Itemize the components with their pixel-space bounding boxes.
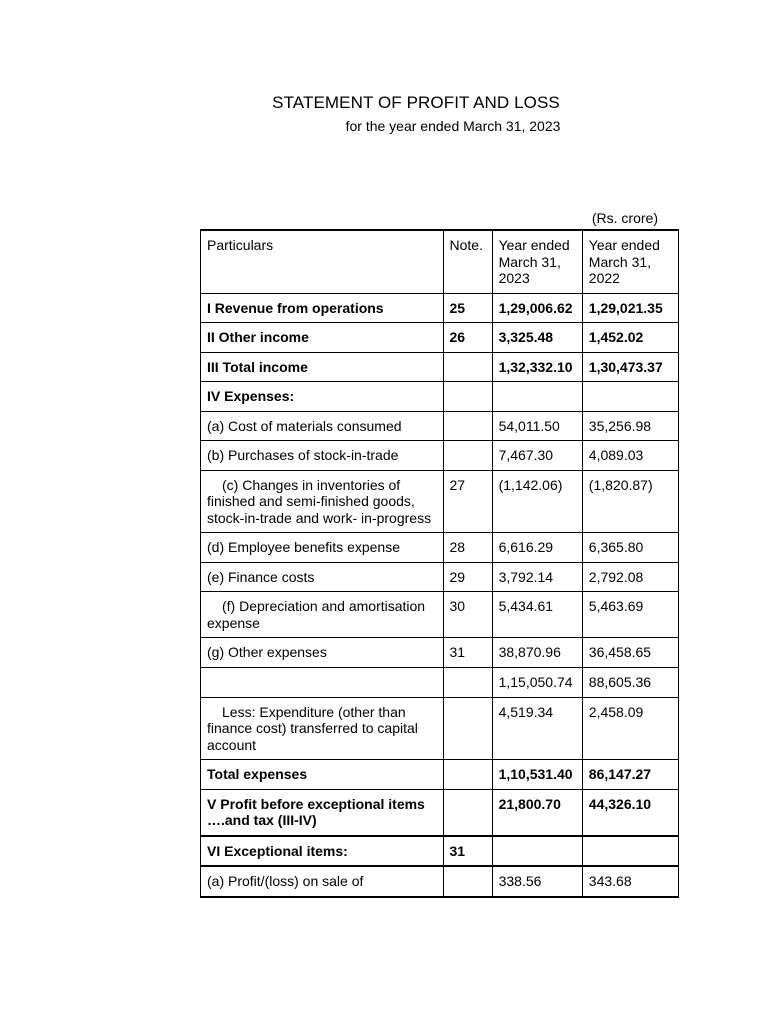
table-row — [201, 789, 679, 836]
row-label: I Revenue from operations — [201, 293, 444, 323]
row-fy2022: 2,458.09 — [582, 697, 678, 760]
row-note: 26 — [443, 323, 492, 353]
row-note — [443, 760, 492, 790]
row-fy2023: 21,800.70 — [492, 789, 582, 836]
profit-loss-table — [200, 229, 679, 898]
row-label: (g) Other expenses — [201, 638, 444, 668]
row-label-text: (f) Depreciation and amortisation expense — [207, 598, 426, 631]
row-fy2022: 86,147.27 — [582, 760, 678, 790]
row-label: VI Exceptional items: — [201, 836, 444, 867]
row-label — [201, 592, 444, 638]
row-label: (a) Cost of materials consumed — [201, 411, 444, 441]
row-note: 31 — [443, 638, 492, 668]
header-fy2023: Year ended March 31, 2023 — [492, 230, 582, 293]
table-row — [201, 697, 679, 760]
row-note — [443, 441, 492, 471]
table-row — [201, 866, 679, 897]
row-label — [201, 667, 444, 697]
row-label: III Total income — [201, 352, 444, 382]
table-row — [201, 638, 679, 668]
row-fy2022 — [582, 382, 678, 412]
row-note — [443, 382, 492, 412]
row-note: 28 — [443, 533, 492, 563]
row-fy2023: 3,792.14 — [492, 562, 582, 592]
table-row — [201, 533, 679, 563]
row-fy2023: 1,15,050.74 — [492, 667, 582, 697]
table-header-row — [201, 230, 679, 293]
row-fy2022: (1,820.87) — [582, 470, 678, 533]
row-fy2023: 6,616.29 — [492, 533, 582, 563]
table-row — [201, 562, 679, 592]
table-row — [201, 760, 679, 790]
row-fy2022: 343.68 — [582, 866, 678, 897]
row-fy2023: 1,32,332.10 — [492, 352, 582, 382]
row-note: 27 — [443, 470, 492, 533]
row-label-text: Less: Expenditure (other than finance cost) transferred to capital account — [207, 703, 418, 753]
table-row — [201, 836, 679, 867]
row-label: Total expenses — [201, 760, 444, 790]
table-row — [201, 667, 679, 697]
row-fy2023: 7,467.30 — [492, 441, 582, 471]
row-fy2023 — [492, 836, 582, 867]
row-note: 30 — [443, 592, 492, 638]
table-row — [201, 441, 679, 471]
row-fy2023: 54,011.50 — [492, 411, 582, 441]
table-row — [201, 323, 679, 353]
row-fy2023 — [492, 382, 582, 412]
row-fy2023: (1,142.06) — [492, 470, 582, 533]
row-fy2023: 4,519.34 — [492, 697, 582, 760]
row-note — [443, 411, 492, 441]
statement-title: STATEMENT OF PROFIT AND LOSS — [272, 93, 560, 112]
row-fy2022: 1,452.02 — [582, 323, 678, 353]
table-row — [201, 592, 679, 638]
table-row — [201, 293, 679, 323]
row-fy2022: 6,365.80 — [582, 533, 678, 563]
row-fy2023: 1,10,531.40 — [492, 760, 582, 790]
row-label: (d) Employee benefits expense — [201, 533, 444, 563]
row-fy2023: 38,870.96 — [492, 638, 582, 668]
table-row — [201, 470, 679, 533]
row-note — [443, 667, 492, 697]
header-fy2022: Year ended March 31, 2022 — [582, 230, 678, 293]
row-label — [201, 697, 444, 760]
row-fy2023: 5,434.61 — [492, 592, 582, 638]
row-label: (e) Finance costs — [201, 562, 444, 592]
row-note: 31 — [443, 836, 492, 867]
row-note: 29 — [443, 562, 492, 592]
row-label — [201, 470, 444, 533]
row-fy2022: 5,463.69 — [582, 592, 678, 638]
statement-subtitle: for the year ended March 31, 2023 — [345, 118, 561, 134]
row-fy2022: 44,326.10 — [582, 789, 678, 836]
row-fy2023: 3,325.48 — [492, 323, 582, 353]
table-row — [201, 352, 679, 382]
row-fy2023: 338.56 — [492, 866, 582, 897]
row-fy2022: 2,792.08 — [582, 562, 678, 592]
row-fy2022: 36,458.65 — [582, 638, 678, 668]
row-note — [443, 789, 492, 836]
row-fy2022: 1,29,021.35 — [582, 293, 678, 323]
row-label: (a) Profit/(loss) on sale of — [201, 866, 444, 897]
row-fy2022: 88,605.36 — [582, 667, 678, 697]
row-fy2022: 4,089.03 — [582, 441, 678, 471]
header-note: Note. — [443, 230, 492, 293]
row-note — [443, 352, 492, 382]
row-fy2022: 35,256.98 — [582, 411, 678, 441]
row-note — [443, 697, 492, 760]
row-note — [443, 866, 492, 897]
header-particulars: Particulars — [201, 230, 444, 293]
row-fy2023: 1,29,006.62 — [492, 293, 582, 323]
row-note: 25 — [443, 293, 492, 323]
row-label-text: (c) Changes in inventories of finished and semi-finished goods, stock-in-trade and work- in-progress — [207, 476, 432, 526]
currency-unit: (Rs. crore) — [591, 210, 658, 226]
row-label: II Other income — [201, 323, 444, 353]
row-fy2022: 1,30,473.37 — [582, 352, 678, 382]
row-label: (b) Purchases of stock-in-trade — [201, 441, 444, 471]
row-label: IV Expenses: — [201, 382, 444, 412]
table-row — [201, 411, 679, 441]
row-label: V Profit before exceptional items ….and tax (III-IV) — [201, 789, 444, 836]
row-fy2022 — [582, 836, 678, 867]
table-row — [201, 382, 679, 412]
